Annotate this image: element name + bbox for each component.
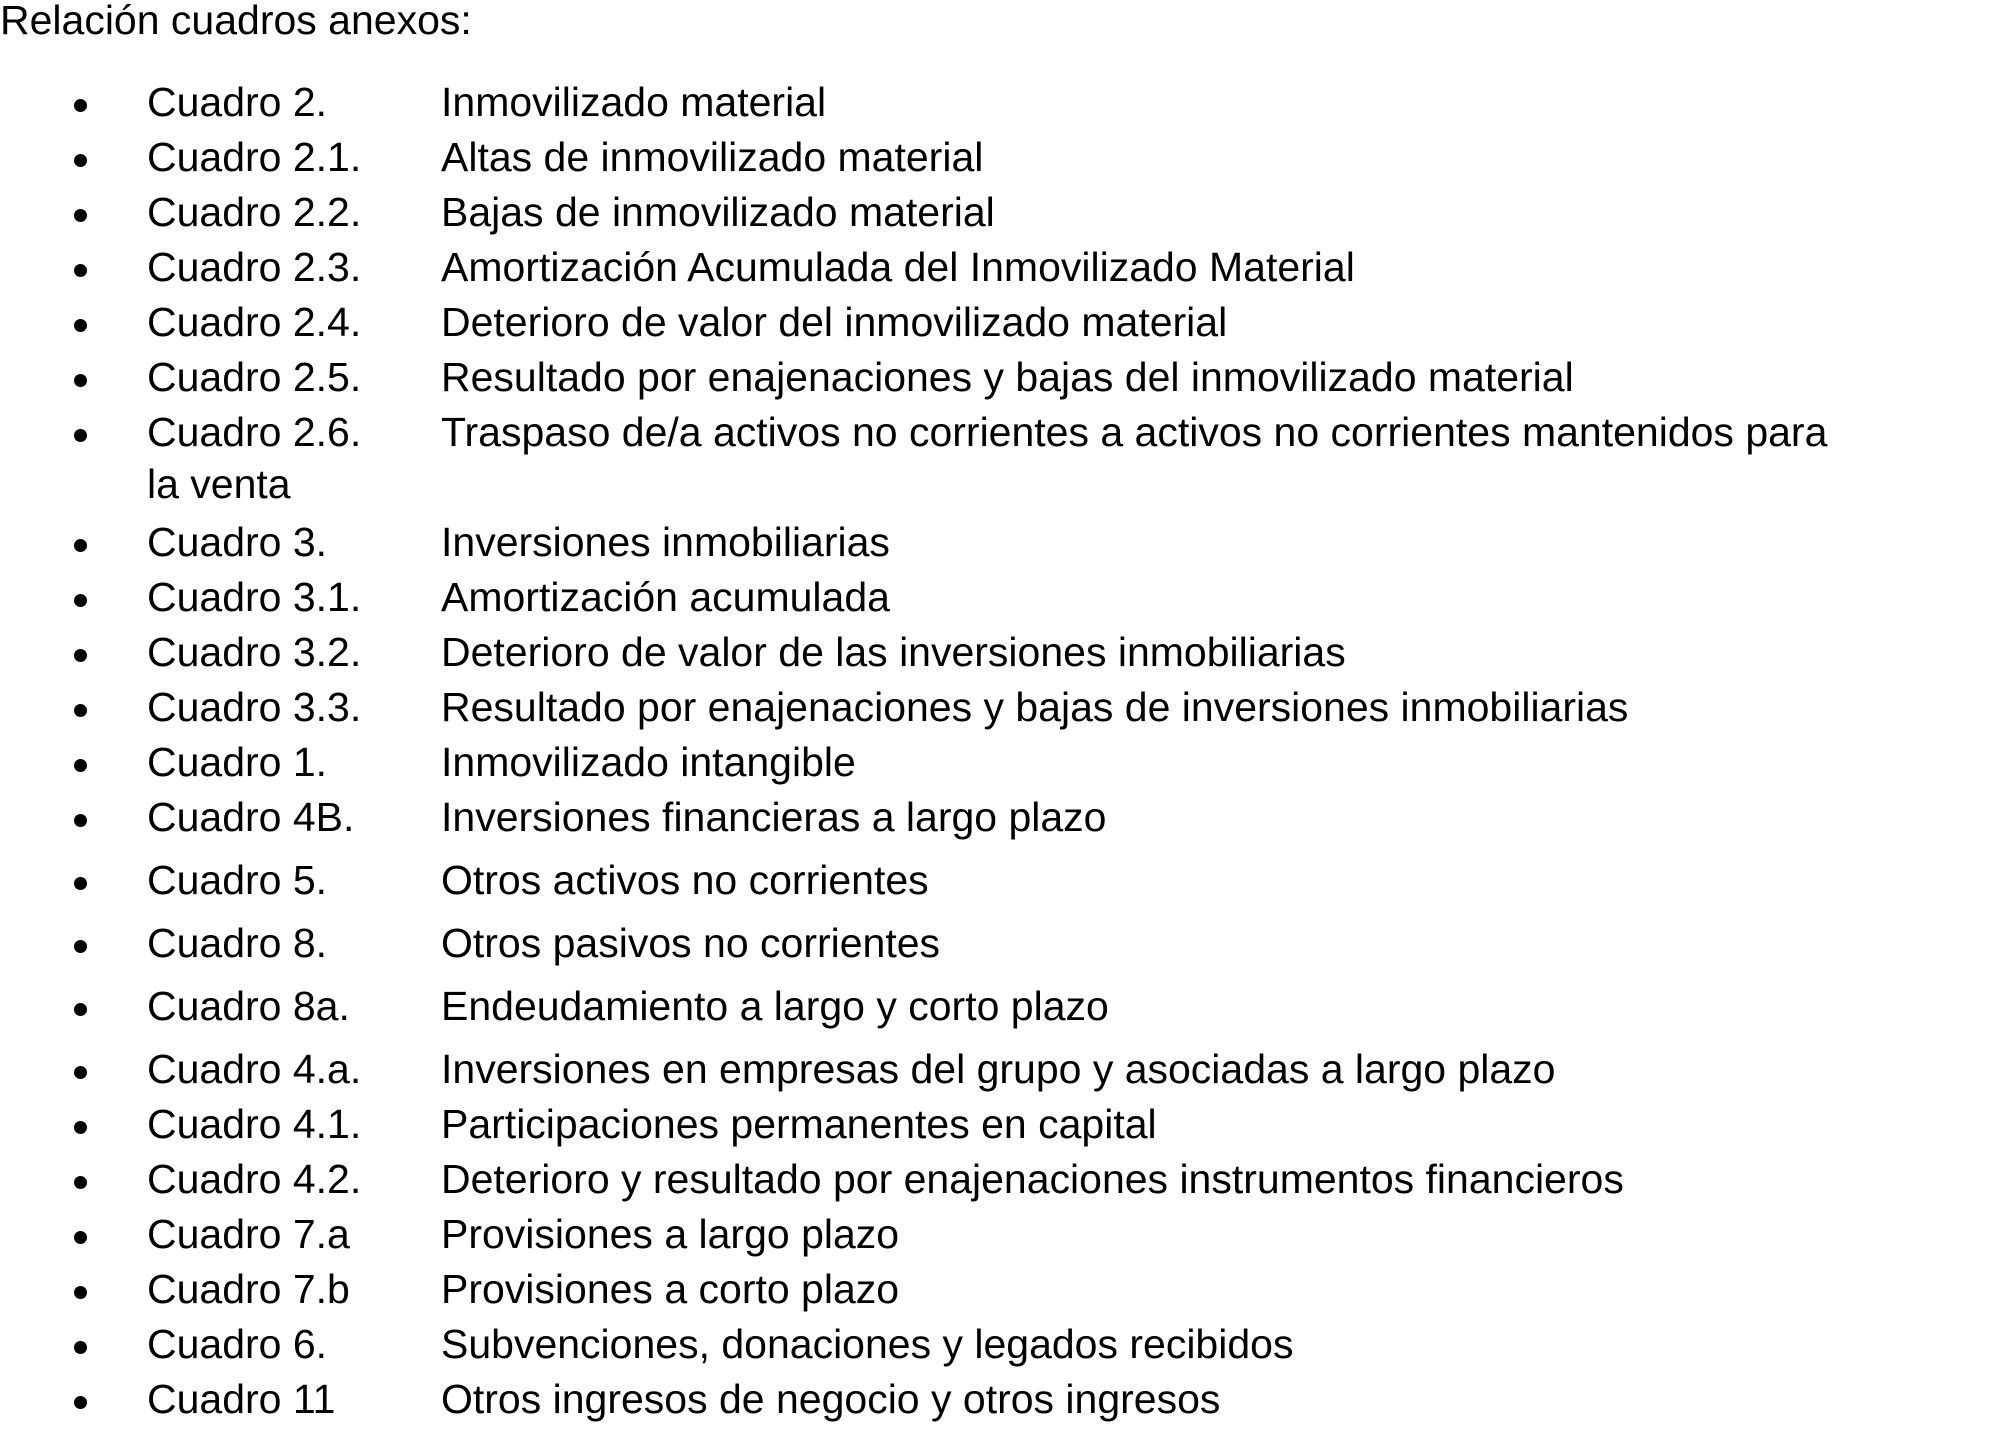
annex-description: Inmovilizado material: [441, 79, 827, 125]
annex-description: Provisiones a largo plazo: [441, 1211, 900, 1257]
bullet-icon: [74, 649, 87, 662]
annex-description: Inversiones financieras a largo plazo: [441, 794, 1107, 840]
annex-description: Otros pasivos no corrientes: [441, 920, 941, 966]
annex-description: Subvenciones, donaciones y legados recibidos: [441, 1321, 1294, 1367]
bullet-icon: [74, 1176, 87, 1189]
annex-code: Cuadro 7.b: [147, 1266, 350, 1312]
annex-description: Otros ingresos de negocio y otros ingresos: [441, 1376, 1221, 1422]
annex-description: Altas de inmovilizado material: [441, 134, 984, 180]
annex-code: Cuadro 3.3.: [147, 684, 362, 730]
annex-description: Deterioro de valor de las inversiones inmobiliarias: [441, 629, 1346, 675]
annex-code: Cuadro 8a.: [147, 983, 350, 1029]
page-heading: Relación cuadros anexos:: [0, 0, 472, 43]
annex-code: Cuadro 7.a: [147, 1211, 350, 1257]
annex-code: Cuadro 4.2.: [147, 1156, 362, 1202]
annex-description: Resultado por enajenaciones y bajas de inversiones inmobiliarias: [441, 684, 1629, 730]
bullet-icon: [74, 877, 87, 890]
annex-code: Cuadro 4B.: [147, 794, 355, 840]
annex-description: Amortización Acumulada del Inmovilizado Material: [441, 244, 1355, 290]
bullet-icon: [74, 1066, 87, 1079]
bullet-icon: [74, 814, 87, 827]
annex-code: Cuadro 2.1.: [147, 134, 362, 180]
bullet-icon: [74, 1231, 87, 1244]
annex-code: Cuadro 8.: [147, 920, 328, 966]
bullet-icon: [74, 704, 87, 717]
bullet-icon: [74, 209, 87, 222]
bullet-icon: [74, 1396, 87, 1409]
annex-code: Cuadro 3.: [147, 519, 328, 565]
bullet-icon: [74, 1341, 87, 1354]
annex-description: Inmovilizado intangible: [441, 739, 856, 785]
annex-code: Cuadro 2.2.: [147, 189, 362, 235]
bullet-icon: [74, 1003, 87, 1016]
bullet-icon: [74, 99, 87, 112]
annex-code: Cuadro 3.1.: [147, 574, 362, 620]
annex-description: Deterioro y resultado por enajenaciones instrumentos financieros: [441, 1156, 1624, 1202]
bullet-icon: [74, 1121, 87, 1134]
annex-code: Cuadro 1.: [147, 739, 328, 785]
annex-code: Cuadro 2.4.: [147, 299, 362, 345]
annex-code: Cuadro 2.3.: [147, 244, 362, 290]
annex-code: Cuadro 11: [147, 1376, 336, 1422]
annex-description-continuation: la venta: [147, 461, 291, 507]
annex-code: Cuadro 2.5.: [147, 354, 362, 400]
annex-code: Cuadro 5.: [147, 857, 328, 903]
annex-description: Amortización acumulada: [441, 574, 890, 620]
annex-description: Deterioro de valor del inmovilizado material: [441, 299, 1228, 345]
bullet-icon: [74, 264, 87, 277]
annex-description: Participaciones permanentes en capital: [441, 1101, 1157, 1147]
annex-description: Inversiones inmobiliarias: [441, 519, 890, 565]
annex-code: Cuadro 6.: [147, 1321, 328, 1367]
annex-code: Cuadro 4.1.: [147, 1101, 362, 1147]
annex-description: Otros activos no corrientes: [441, 857, 929, 903]
bullet-icon: [74, 594, 87, 607]
annex-code: Cuadro 4.a.: [147, 1046, 362, 1092]
annex-description: Endeudamiento a largo y corto plazo: [441, 983, 1109, 1029]
bullet-icon: [74, 940, 87, 953]
bullet-icon: [74, 1286, 87, 1299]
bullet-icon: [74, 429, 87, 442]
annex-description: Traspaso de/a activos no corrientes a activos no corrientes mantenidos para: [441, 409, 1828, 455]
bullet-icon: [74, 759, 87, 772]
annex-description: Bajas de inmovilizado material: [441, 189, 995, 235]
bullet-icon: [74, 319, 87, 332]
annex-code: Cuadro 3.2.: [147, 629, 362, 675]
annex-description: Provisiones a corto plazo: [441, 1266, 900, 1312]
annex-description: Inversiones en empresas del grupo y asociadas a largo plazo: [441, 1046, 1556, 1092]
bullet-icon: [74, 539, 87, 552]
annex-code: Cuadro 2.: [147, 79, 328, 125]
annex-code: Cuadro 2.6.: [147, 409, 362, 455]
annex-description: Resultado por enajenaciones y bajas del inmovilizado material: [441, 354, 1574, 400]
bullet-icon: [74, 154, 87, 167]
bullet-icon: [74, 374, 87, 387]
